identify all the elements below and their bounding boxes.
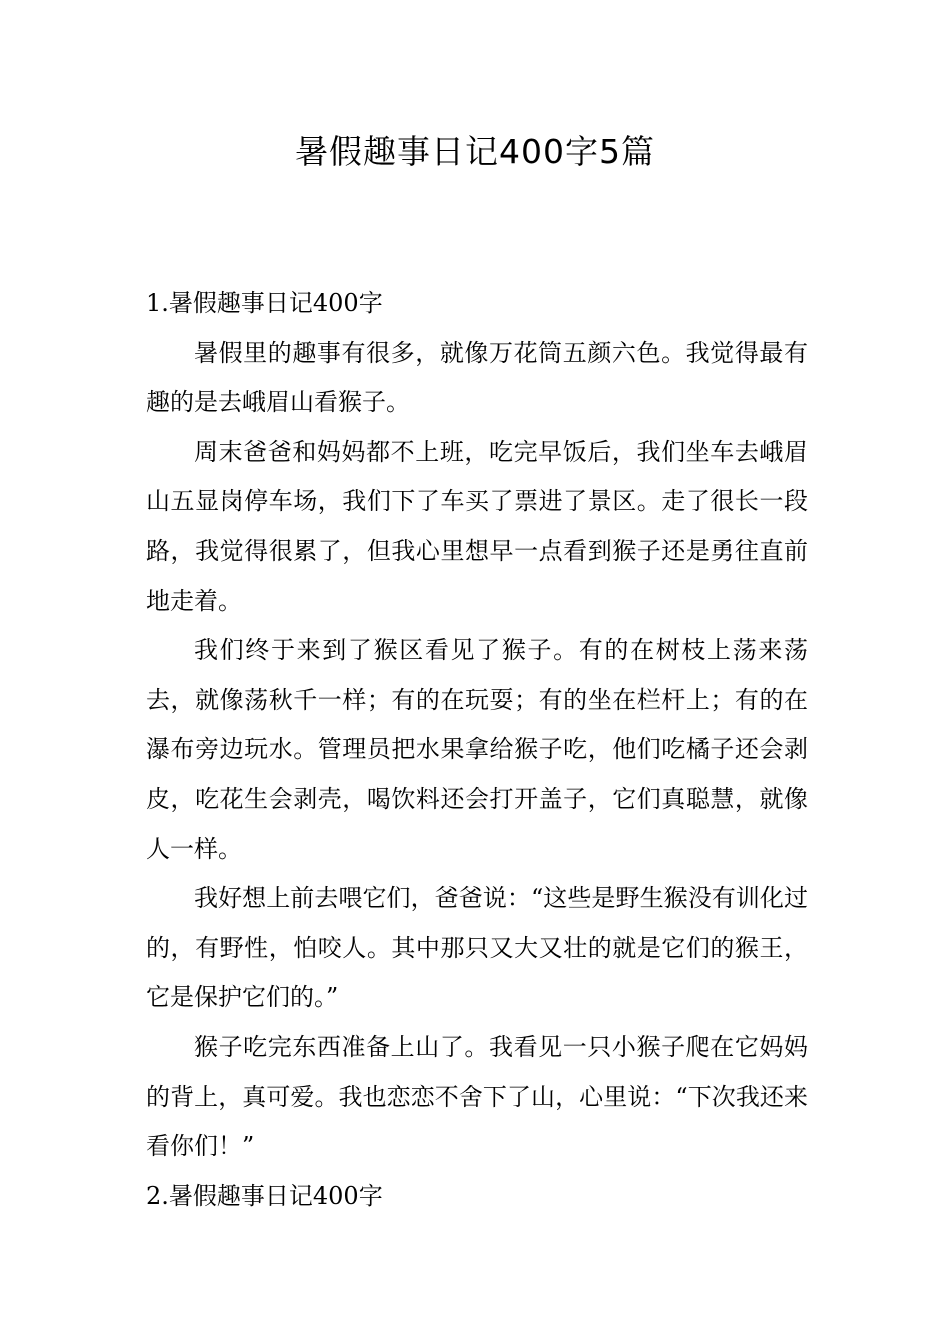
paragraph: 我好想上前去喂它们，爸爸说：“这些是野生猴没有训化过的，有野性，怕咬人。其中那只又大又壮的就是它们的猴王，它是保护它们的。” — [146, 884, 808, 1012]
paragraph: 暑假里的趣事有很多，就像万花筒五颜六色。我觉得最有趣的是去峨眉山看猴子。 — [146, 338, 808, 417]
paragraph: 周末爸爸和妈妈都不上班，吃完早饭后，我们坐车去峨眉山五显岗停车场，我们下了车买了票进了景区。走了很长一段路，我觉得很累了，但我心里想早一点看到猴子还是勇往直前地走着。 — [146, 437, 808, 615]
section-2 — [146, 1172, 808, 1222]
document-title: 暑假趣事日记400字5篇 — [295, 132, 655, 171]
section-heading: 2.暑假趣事日记400字 — [146, 1181, 383, 1210]
paragraph: 我们终于来到了猴区看见了猴子。有的在树枝上荡来荡去，就像荡秋千一样；有的在玩耍；有的坐在栏杆上；有的在瀑布旁边玩水。管理员把水果拿给猴子吃，他们吃橘子还会剥皮，吃花生会剥壳，喝饮料还会打开盖子，它们真聪慧，就像人一样。 — [146, 636, 808, 863]
section-heading: 1.暑假趣事日记400字 — [146, 289, 383, 317]
section-1 — [146, 279, 808, 1172]
paragraph: 猴子吃完东西准备上山了。我看见一只小猴子爬在它妈妈的背上，真可爱。我也恋恋不舍下了山，心里说：“下次我还来看你们！” — [146, 1032, 808, 1161]
document-body — [146, 279, 808, 1221]
